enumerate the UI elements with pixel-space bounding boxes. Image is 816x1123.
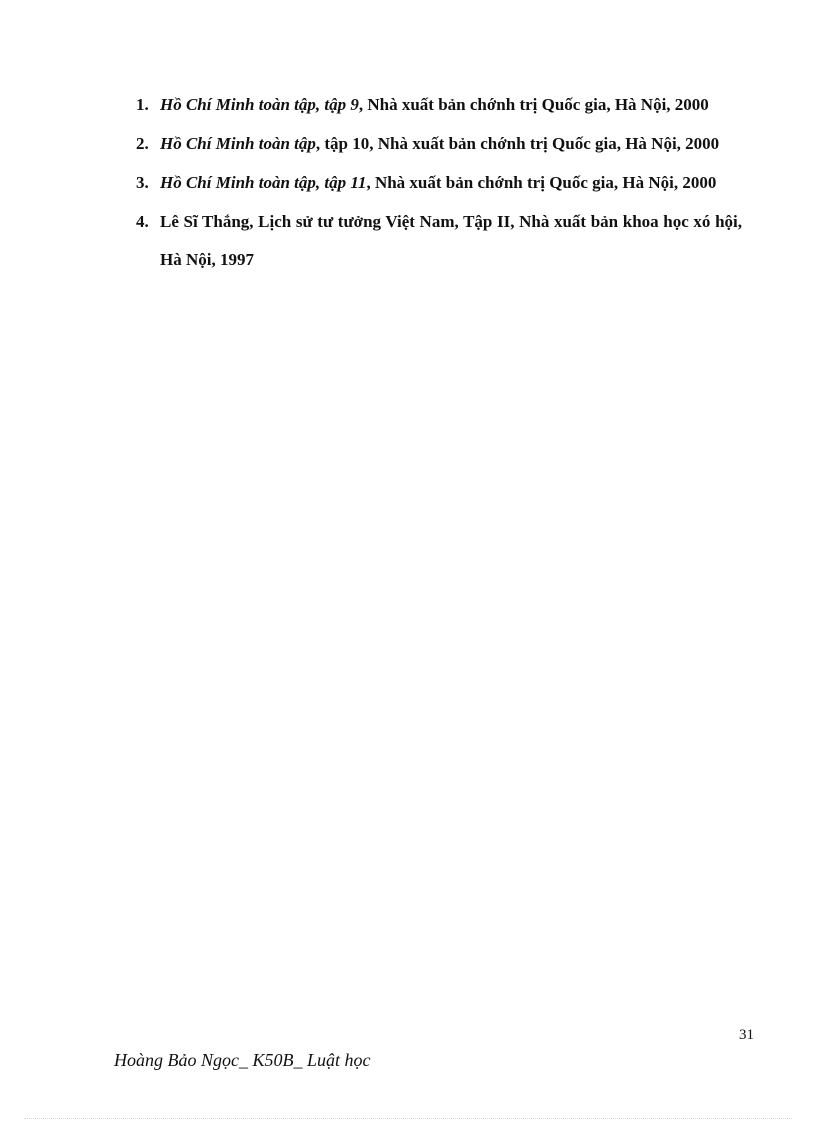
reference-number: 3. — [136, 173, 149, 192]
reference-title: Hồ Chí Minh toàn tập, tập 11 — [160, 173, 367, 192]
reference-details: Lê Sĩ Thắng, Lịch sử tư tưởng Việt Nam, Tập II, Nhà xuất bản khoa học xó hội, Hà Nội, 1997 — [160, 212, 742, 269]
reference-details: , Nhà xuất bản chớnh trị Quốc gia, Hà Nội, 2000 — [358, 95, 709, 114]
footer-author: Hoàng Bảo Ngọc_ K50B_ Luật học — [114, 1050, 371, 1070]
reference-number: 4. — [136, 212, 149, 231]
reference-item-1 — [136, 86, 742, 124]
reference-title: Hồ Chí Minh toàn tập — [160, 134, 316, 153]
reference-details: , tập 10, Nhà xuất bản chớnh trị Quốc gia, Hà Nội, 2000 — [315, 134, 720, 153]
reference-item-3 — [136, 164, 742, 202]
reference-title: Hồ Chí Minh toàn tập, tập 9 — [160, 95, 359, 114]
reference-item-4 — [136, 203, 742, 279]
reference-item-2 — [136, 125, 742, 163]
reference-details: , Nhà xuất bản chớnh trị Quốc gia, Hà Nội, 2000 — [366, 173, 717, 192]
page-bottom-divider — [24, 1118, 792, 1119]
reference-list — [136, 86, 742, 280]
reference-number: 2. — [136, 134, 149, 153]
reference-number: 1. — [136, 95, 149, 114]
page-number: 31 — [739, 1027, 754, 1043]
